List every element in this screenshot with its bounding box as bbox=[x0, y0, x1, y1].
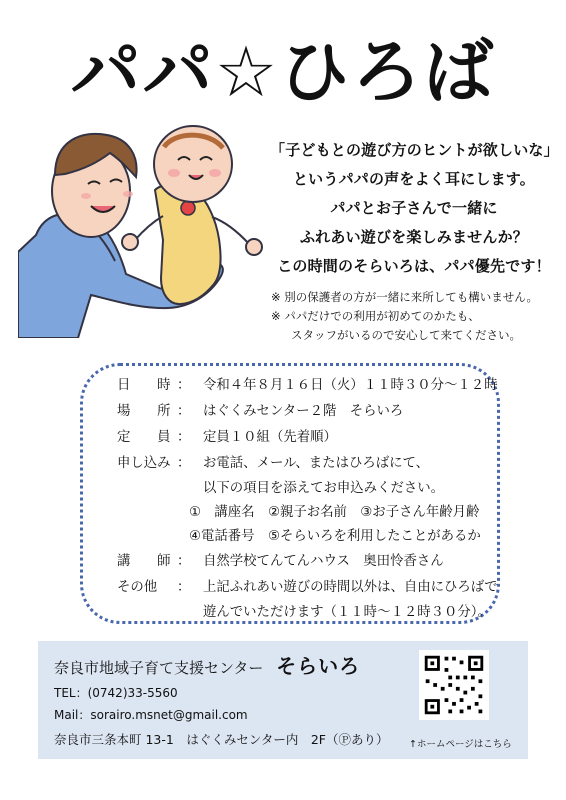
organization-name: そらいろ bbox=[276, 654, 361, 678]
intro-line-3: パパとお子さんで一緒に bbox=[330, 199, 498, 217]
apply-value-line-2: 以下の項目を添えてお申込みください。 bbox=[203, 481, 445, 496]
dad-and-baby-illustration bbox=[18, 124, 264, 338]
capacity-value: 定員１０組（先着順） bbox=[203, 430, 337, 445]
note-2: ※ パパだけでの利用が初めてのかたも、 bbox=[271, 309, 480, 323]
baby bbox=[122, 126, 262, 304]
page-title: パパ☆ひろば bbox=[70, 31, 496, 113]
footer-organization bbox=[54, 654, 360, 680]
other-value-line-2: 遊んでいただけます（１１時～１２時３０分）。 bbox=[203, 605, 491, 620]
lecturer-label: 講 師 bbox=[117, 554, 171, 569]
intro-message bbox=[270, 136, 558, 281]
place-value: はぐくみセンター２階 そらいろ bbox=[203, 404, 404, 419]
intro-line-5: この時間のそらいろは、パパ優先です！ bbox=[277, 257, 551, 275]
lecturer-value: 自然学校てんてんハウス 奥田怜香さん bbox=[203, 554, 444, 569]
capacity-colon: ： bbox=[177, 430, 191, 445]
intro-line-2: というパパの声をよく耳にします。 bbox=[292, 170, 535, 188]
homepage-caption: ↑ホームページはこちら bbox=[409, 739, 512, 750]
date-label: 日 時 bbox=[117, 378, 171, 393]
other-value: 上記ふれあい遊びの時間以外は、自由にひろばで bbox=[203, 580, 498, 595]
date-colon: ： bbox=[177, 378, 191, 393]
address: 奈良市三条本町 13-1 はぐくみセンター内 2F（Ⓟあり） bbox=[54, 732, 389, 747]
apply-value: お電話、メール、またはひろばにて、 bbox=[203, 456, 430, 471]
apply-items-line-2: ④電話番号 ⑤そらいろを利用したことがあるか bbox=[189, 529, 481, 544]
telephone: TEL：(0742)33-5560 bbox=[54, 686, 178, 700]
other-colon: ： bbox=[177, 580, 191, 595]
date-value: 令和４年８月１６日（火）１１時３０分～１２時 bbox=[203, 378, 498, 393]
intro-line-4: ふれあい遊びを楽しみませんか？ bbox=[299, 228, 528, 246]
lecturer-colon: ： bbox=[177, 554, 191, 569]
note-1: ※ 別の保護者の方が一緒に来所しても構いません。 bbox=[271, 290, 538, 304]
note-2-continuation: スタッフがいるので安心して来てください。 bbox=[291, 328, 521, 342]
email-address: Mail：sorairo.msnet@gmail.com bbox=[54, 708, 248, 722]
apply-label: 申し込み bbox=[117, 456, 171, 471]
intro-line-1: 「子どもとの遊び方のヒントが欲しいな」 bbox=[270, 141, 559, 159]
apply-colon: ： bbox=[177, 456, 191, 471]
organization-label: 奈良市地域子育て支援センター bbox=[54, 659, 264, 677]
capacity-label: 定 員 bbox=[117, 430, 171, 445]
dad-head bbox=[52, 134, 137, 237]
qr-code-icon[interactable] bbox=[419, 650, 489, 720]
other-label: その他 bbox=[117, 580, 158, 595]
place-label: 場 所 bbox=[117, 404, 171, 419]
apply-items-line-1: ① 講座名 ②親子お名前 ③お子さん年齢月齢 bbox=[189, 505, 480, 520]
place-colon: ： bbox=[177, 404, 191, 419]
notes-section bbox=[271, 288, 559, 345]
